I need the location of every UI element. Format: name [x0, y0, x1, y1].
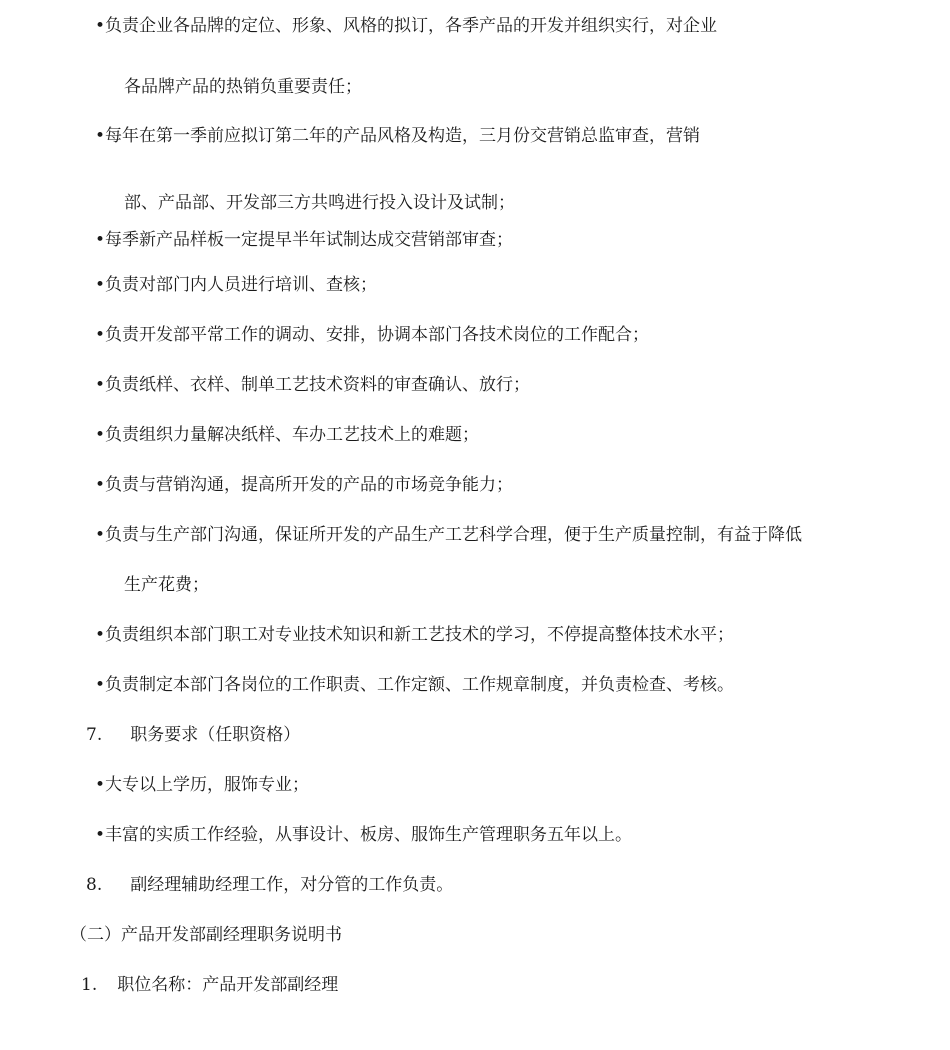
item-number: 7. — [86, 725, 103, 745]
bullet-text: 负责组织本部门职工对专业技术知识和新工艺技术的学习，不停提高整体技术水平； — [105, 625, 734, 645]
continuation-text: 各品牌产品的热销负重要责任； — [124, 77, 362, 97]
bullet-item — [95, 273, 377, 297]
bullet-item — [95, 373, 530, 397]
bullet-item — [95, 323, 649, 347]
bullet-text: 负责开发部平常工作的调动、安排，协调本部门各技术岗位的工作配合； — [105, 325, 649, 345]
bullet-text: 丰富的实质工作经验，从事设计、板房、服饰生产管理职务五年以上。 — [105, 825, 632, 845]
bullet-text: 负责对部门内人员进行培训、查核； — [105, 275, 377, 295]
bullet-text: 负责纸样、衣样、制单工艺技术资料的审查确认、放行； — [105, 375, 530, 395]
section-heading: （二）产品开发部副经理职务说明书 — [70, 925, 342, 945]
bullet-text: 负责制定本部门各岗位的工作职责、工作定额、工作规章制度，并负责检查、考核。 — [105, 675, 734, 695]
bullet-item — [95, 473, 513, 497]
bullet-item — [95, 14, 717, 38]
numbered-item — [86, 723, 300, 747]
bullet-dot: • — [95, 475, 106, 495]
bullet-text: 大专以上学历，服饰专业； — [105, 775, 309, 795]
bullet-dot: • — [95, 16, 106, 36]
bullet-dot: • — [95, 126, 106, 146]
bullet-dot: • — [95, 775, 106, 795]
bullet-item — [95, 823, 632, 847]
item-text: 职务要求（任职资格） — [130, 725, 301, 745]
continuation-text: 部、产品部、开发部三方共鸣进行投入设计及试制； — [124, 193, 515, 213]
bullet-dot: • — [95, 525, 106, 545]
numbered-item — [81, 973, 338, 997]
bullet-dot: • — [95, 275, 106, 295]
bullet-item — [95, 423, 479, 447]
continuation-text: 生产花费； — [124, 575, 209, 595]
bullet-item — [95, 673, 734, 697]
bullet-text: 负责与生产部门沟通，保证所开发的产品生产工艺科学合理，便于生产质量控制，有益于降低 — [105, 525, 802, 545]
bullet-text: 负责企业各品牌的定位、形象、风格的拟订，各季产品的开发并组织实行，对企业 — [105, 16, 717, 36]
item-number: 8. — [86, 875, 103, 895]
bullet-text: 负责组织力量解决纸样、车办工艺技术上的难题； — [105, 425, 479, 445]
bullet-dot: • — [95, 230, 106, 250]
bullet-dot: • — [95, 675, 106, 695]
bullet-item — [95, 773, 309, 797]
bullet-text: 每年在第一季前应拟订第二年的产品风格及构造，三月份交营销总监审查，营销 — [105, 126, 700, 146]
item-text: 副经理辅助经理工作，对分管的工作负责。 — [130, 875, 454, 895]
bullet-item — [95, 228, 513, 252]
bullet-dot: • — [95, 625, 106, 645]
bullet-item — [95, 623, 734, 647]
bullet-item — [95, 124, 700, 148]
numbered-item — [86, 873, 453, 897]
item-text: 职位名称：产品开发部副经理 — [117, 975, 339, 995]
bullet-dot: • — [95, 825, 106, 845]
bullet-dot: • — [95, 325, 106, 345]
bullet-item — [95, 523, 802, 547]
item-number: 1. — [81, 975, 98, 995]
bullet-dot: • — [95, 375, 106, 395]
bullet-text: 负责与营销沟通，提高所开发的产品的市场竞争能力； — [105, 475, 513, 495]
bullet-text: 每季新产品样板一定提早半年试制达成交营销部审查； — [105, 230, 513, 250]
bullet-dot: • — [95, 425, 106, 445]
